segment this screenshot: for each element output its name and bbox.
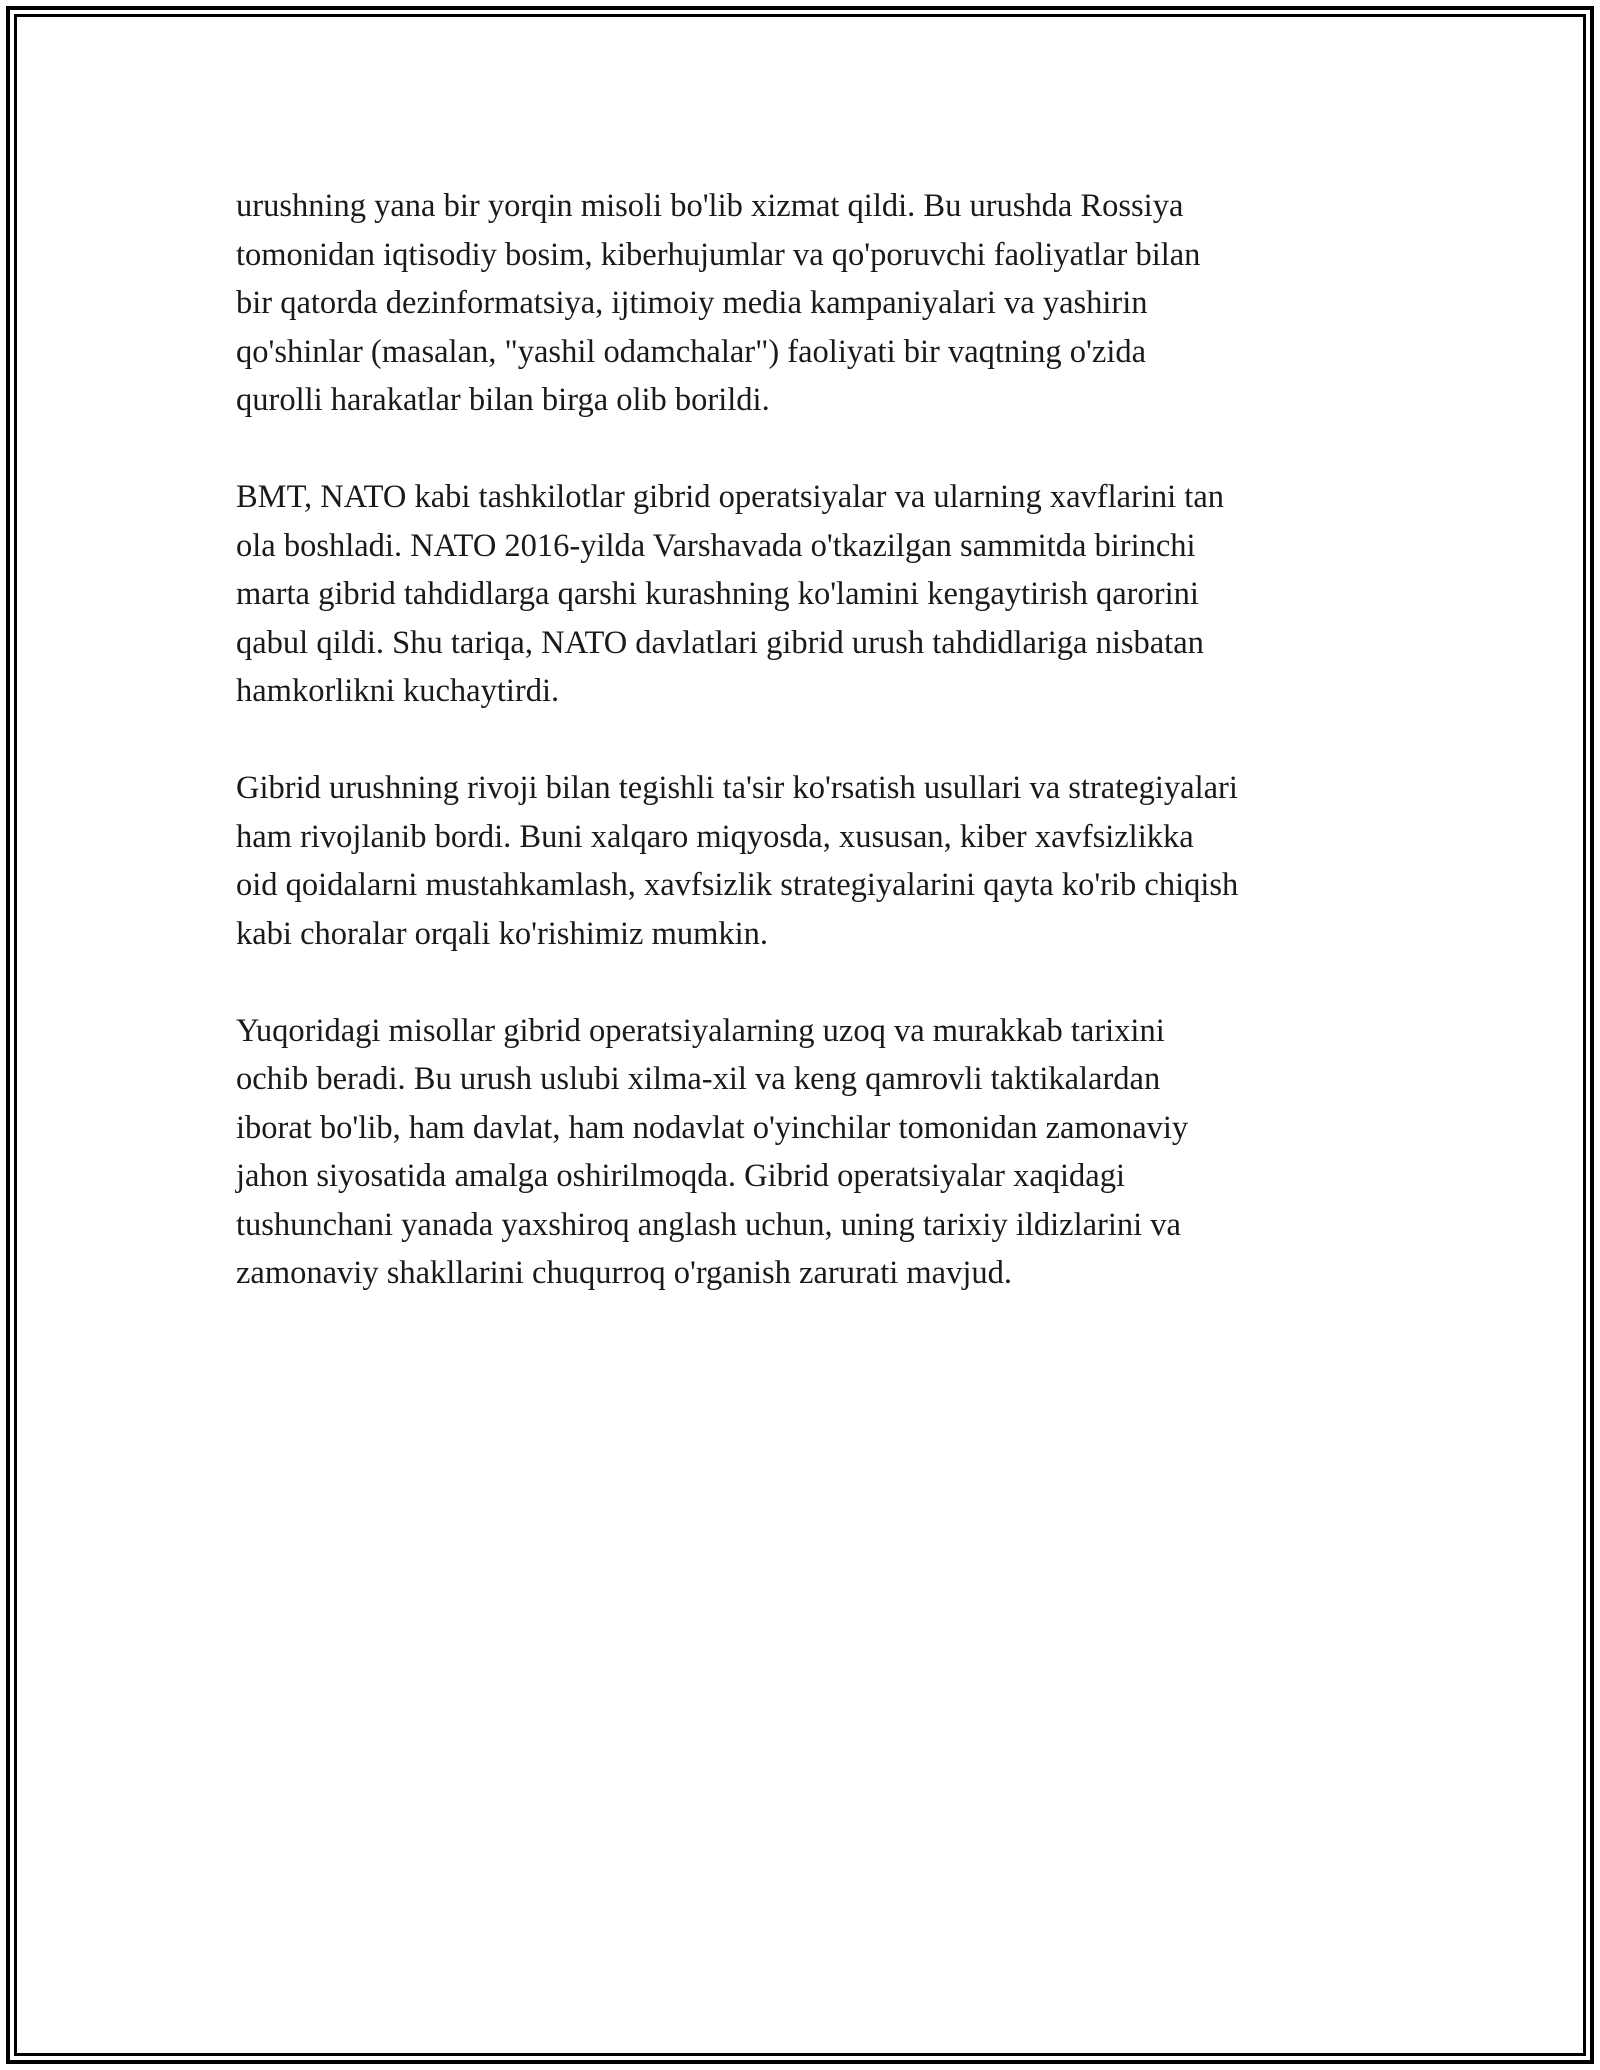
text-line: qabul qildi. Shu tariqa, NATO davlatlari gibrid urush tahdidlariga nisbatan (236, 624, 1204, 661)
text-line: marta gibrid tahdidlarga qarshi kurashning ko'lamini kengaytirish qarorini (236, 576, 1199, 612)
text-line: ochib beradi. Bu urush uslubi xilma-xil va keng qamrovli taktikalardan (236, 1061, 1161, 1097)
text-line: iborat bo'lib, ham davlat, ham nodavlat o'yinchilar tomonidan zamonaviy (236, 1109, 1189, 1146)
paragraph-3 (236, 764, 1376, 958)
text-line: kabi choralar orqali ko'rishimiz mumkin. (236, 915, 769, 952)
text-line: urushning yana bir yorqin misoli bo'lib xizmat qildi. Bu urushda Rossiya (236, 188, 1184, 224)
text-line: tushunchani yanada yaxshiroq anglash uchun, uning tarixiy ildizlarini va (236, 1206, 1181, 1243)
text-line: Yuqoridagi misollar gibrid operatsiyalarning uzoq va murakkab tarixini (236, 1012, 1165, 1049)
text-line: tomonidan iqtisodiy bosim, kiberhujumlar va qo'poruvchi faoliyatlar bilan (236, 236, 1201, 273)
document-body (236, 182, 1376, 1346)
text-line: bir qatorda dezinformatsiya, ijtimoiy media kampaniyalari va yashirin (236, 285, 1148, 321)
text-line: BMT, NATO kabi tashkilotlar gibrid operatsiyalar va ularning xavflarini tan (236, 479, 1224, 515)
text-line: zamonaviy shakllarini chuqurroq o'rganish zarurati mavjud. (236, 1255, 1013, 1291)
text-line: qurolli harakatlar bilan birga olib borildi. (236, 382, 770, 418)
paragraph-4 (236, 1007, 1376, 1298)
text-line: qo'shinlar (masalan, "yashil odamchalar") faoliyati bir vaqtning o'zida (236, 333, 1147, 370)
paragraph-1 (236, 182, 1376, 425)
paragraph-2 (236, 473, 1376, 716)
text-line: Gibrid urushning rivoji bilan tegishli ta'sir ko'rsatish usullari va strategiyalari (236, 770, 1238, 806)
text-line: ham rivojlanib bordi. Buni xalqaro miqyosda, xususan, kiber xavfsizlikka (236, 818, 1194, 855)
text-line: oid qoidalarni mustahkamlash, xavfsizlik strategiyalarini qayta ko'rib chiqish (236, 867, 1239, 903)
text-line: hamkorlikni kuchaytirdi. (236, 673, 560, 709)
text-line: ola boshladi. NATO 2016-yilda Varshavada o'tkazilgan sammitda birinchi (236, 527, 1196, 564)
text-line: jahon siyosatida amalga oshirilmoqda. Gibrid operatsiyalar xaqidagi (236, 1158, 1126, 1194)
